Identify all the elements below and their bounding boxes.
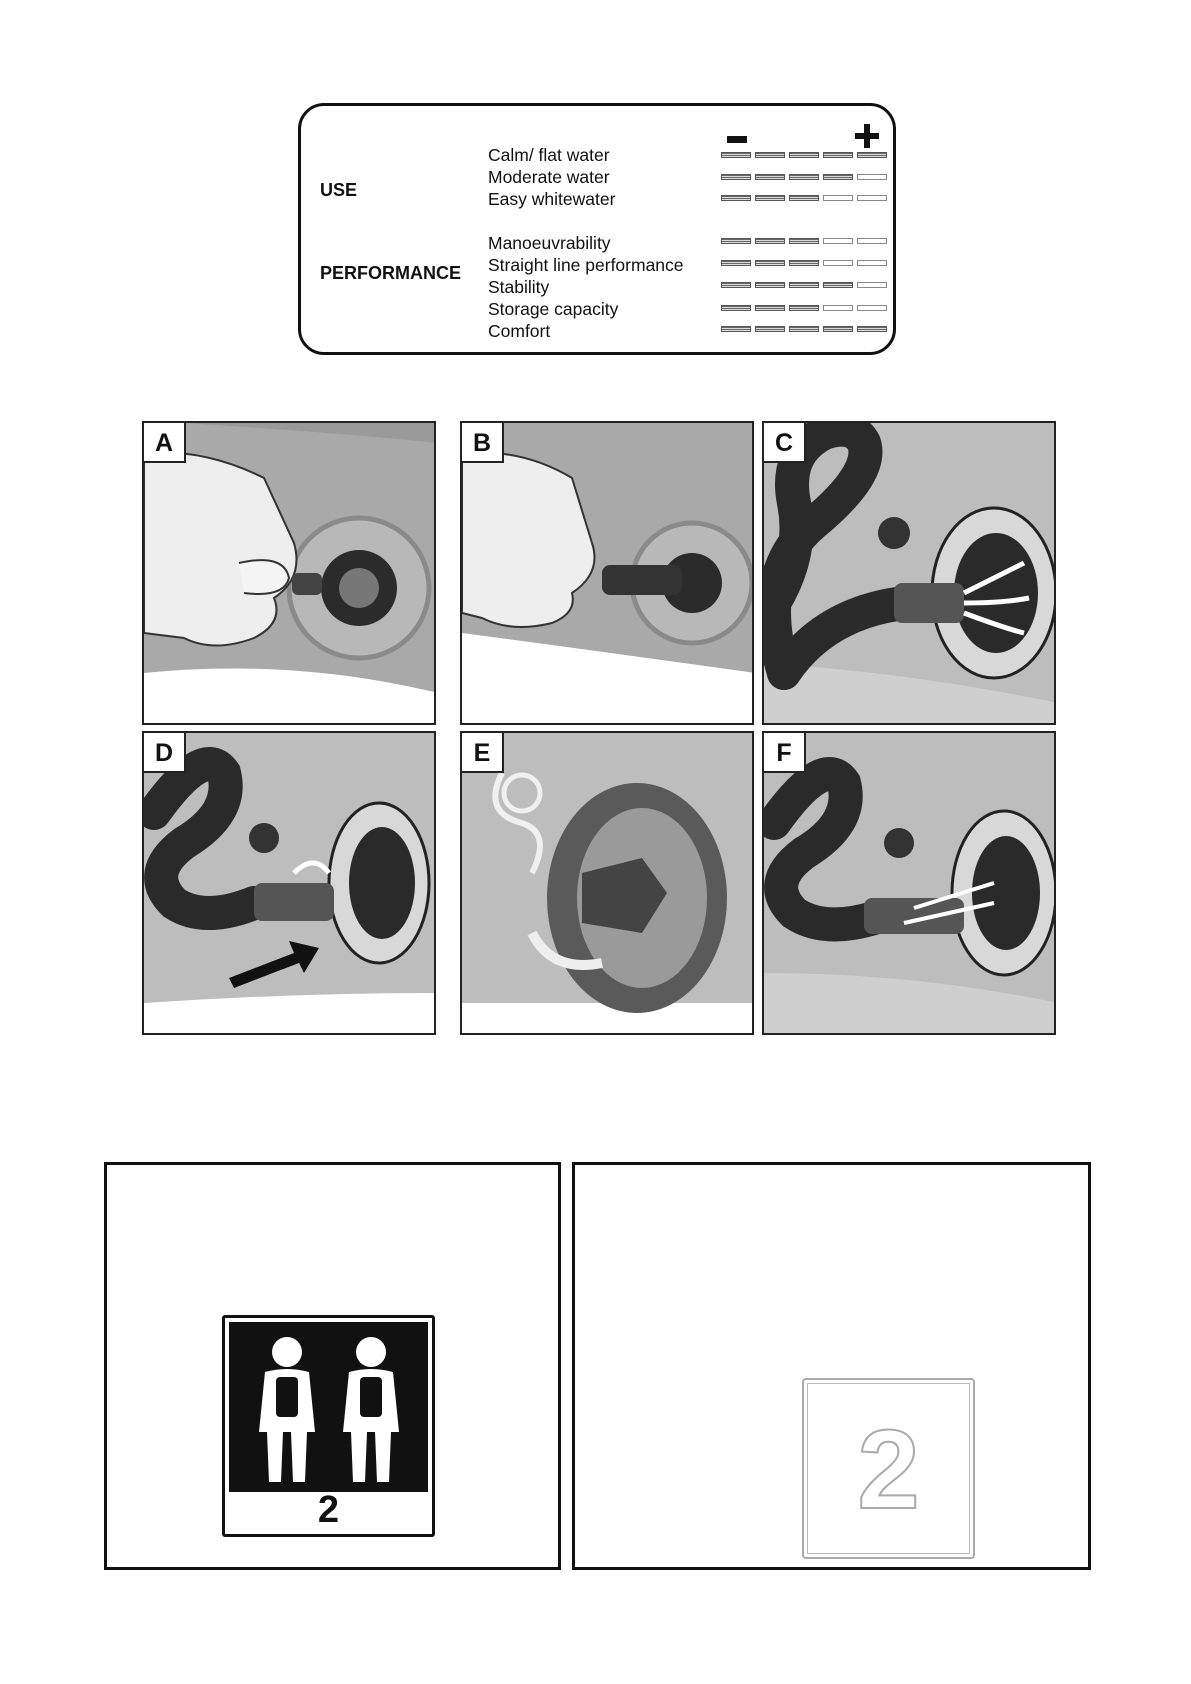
rating-bars — [721, 238, 887, 244]
rating-bars — [721, 305, 887, 311]
rating-segment-empty — [857, 195, 887, 201]
step-panel-e — [460, 731, 754, 1035]
rating-segment-filled — [789, 305, 819, 311]
step-panel-b — [460, 421, 754, 725]
step-letter: F — [764, 733, 806, 773]
rating-segment-filled — [755, 238, 785, 244]
rating-segment-filled — [823, 282, 853, 288]
rating-bars — [721, 282, 887, 288]
step-panel-c — [762, 421, 1056, 725]
step-letter: B — [462, 423, 504, 463]
rating-card — [298, 103, 896, 355]
rating-segment-filled — [721, 326, 751, 332]
outline-number: 2 — [857, 1407, 920, 1532]
persons-capacity-pictogram — [222, 1315, 435, 1537]
valve-pull-illustration — [462, 423, 754, 725]
rating-segment-filled — [823, 326, 853, 332]
rating-segment-empty — [823, 238, 853, 244]
rating-segment-filled — [721, 260, 751, 266]
criterion-label: Comfort — [488, 321, 551, 341]
plus-icon — [855, 124, 879, 148]
rating-bars — [721, 174, 887, 180]
two-persons-lifejacket-icon — [229, 1322, 428, 1492]
rating-segment-filled — [755, 305, 785, 311]
outline-number-box — [802, 1378, 975, 1559]
rating-segment-filled — [721, 238, 751, 244]
step-panel-f — [762, 731, 1056, 1035]
rating-segment-filled — [789, 260, 819, 266]
rating-bars — [721, 152, 887, 158]
rating-segment-filled — [789, 282, 819, 288]
criterion-label: Moderate water — [488, 167, 610, 187]
rating-segment-filled — [721, 282, 751, 288]
persons-capacity-number: 2 — [317, 1489, 340, 1531]
rating-segment-filled — [823, 152, 853, 158]
rating-segment-empty — [857, 260, 887, 266]
rating-segment-filled — [721, 152, 751, 158]
step-letter: D — [144, 733, 186, 773]
rating-segment-filled — [721, 174, 751, 180]
valve-cap-pinch-illustration — [144, 423, 436, 725]
step-panel-d — [142, 731, 436, 1035]
criterion-label: Straight line performance — [488, 255, 684, 275]
rating-segment-filled — [789, 174, 819, 180]
step-panel-a — [142, 421, 436, 725]
criterion-label: Stability — [488, 277, 550, 297]
rating-bars — [721, 326, 887, 332]
rating-segment-empty — [823, 305, 853, 311]
rating-bars — [721, 260, 887, 266]
rating-segment-filled — [755, 152, 785, 158]
valve-close-illustration — [462, 733, 754, 1035]
rating-segment-empty — [823, 260, 853, 266]
deflate-illustration — [764, 733, 1056, 1035]
rating-segment-filled — [789, 195, 819, 201]
rating-segment-filled — [721, 195, 751, 201]
rating-segment-filled — [823, 174, 853, 180]
rating-segment-empty — [823, 195, 853, 201]
criterion-label: Easy whitewater — [488, 189, 616, 209]
minus-icon — [727, 136, 747, 143]
rating-segment-filled — [789, 238, 819, 244]
category-use-label: USE — [320, 180, 358, 200]
rating-segment-filled — [857, 326, 887, 332]
push-twist-illustration — [144, 733, 436, 1035]
criterion-label: Manoeuvrability — [488, 233, 611, 253]
criterion-label: Calm/ flat water — [488, 145, 610, 165]
rating-segment-filled — [755, 326, 785, 332]
rating-segment-empty — [857, 238, 887, 244]
rating-segment-filled — [755, 260, 785, 266]
rating-segment-filled — [755, 174, 785, 180]
criterion-label: Storage capacity — [488, 299, 619, 319]
rating-segment-empty — [857, 174, 887, 180]
rating-segment-filled — [755, 195, 785, 201]
rating-segment-empty — [857, 305, 887, 311]
rating-segment-filled — [789, 326, 819, 332]
rating-segment-filled — [755, 282, 785, 288]
step-letter: E — [462, 733, 504, 773]
pump-hose-inflate-illustration — [764, 423, 1056, 725]
rating-segment-filled — [789, 152, 819, 158]
rating-segment-filled — [857, 152, 887, 158]
category-performance-label: PERFORMANCE — [320, 263, 462, 283]
rating-bars — [721, 195, 887, 201]
rating-segment-empty — [857, 282, 887, 288]
rating-segment-filled — [721, 305, 751, 311]
step-letter: C — [764, 423, 806, 463]
step-letter: A — [144, 423, 186, 463]
